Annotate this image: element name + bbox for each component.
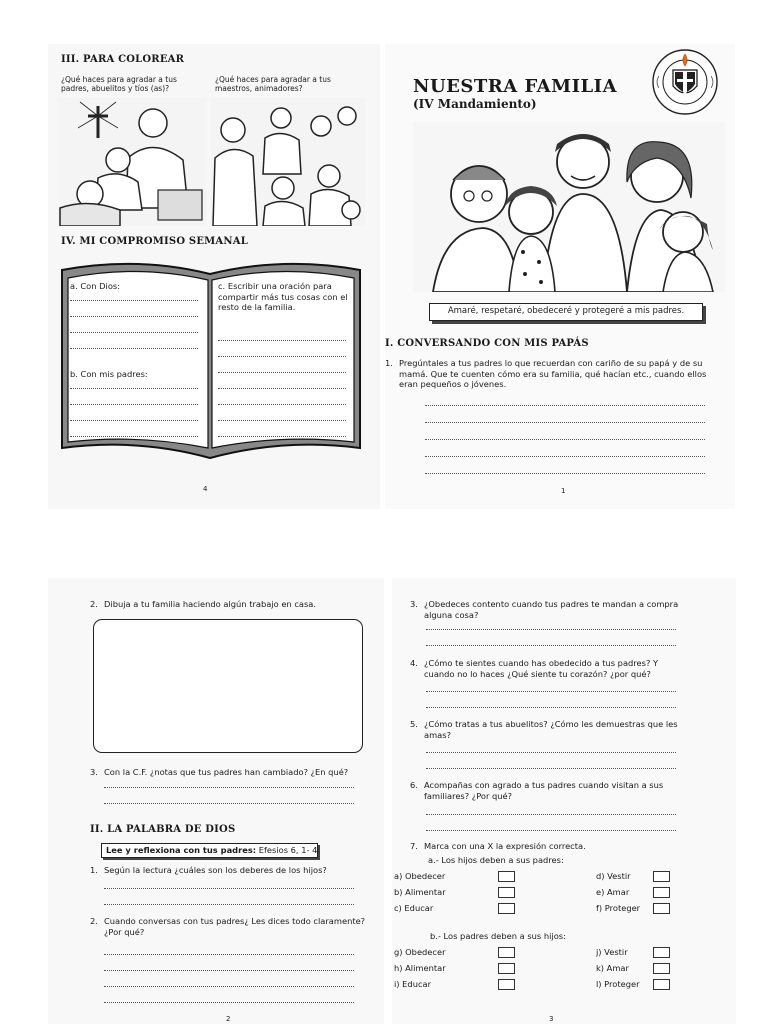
section-3-title: III. PARA COLOREAR — [61, 54, 185, 65]
option-j — [596, 947, 628, 958]
option-label: c) Educar — [394, 903, 434, 913]
commitment-prayer-label: c. Escribir una oración para compartir más tus cosas con el resto de la familia. — [218, 281, 348, 312]
option-label: h) Alimentar — [394, 963, 446, 973]
option-g — [394, 947, 446, 958]
question-number: 3. — [410, 599, 418, 609]
checkbox-amar[interactable] — [653, 963, 670, 974]
option-label: i) Educar — [394, 979, 432, 989]
word-question-2-text: Cuando conversas con tus padres¿ Les dices todo claramente? ¿Por qué? — [104, 916, 366, 937]
answer-line[interactable] — [104, 803, 354, 804]
answer-line[interactable] — [218, 404, 346, 405]
answer-line[interactable] — [426, 629, 676, 630]
option-f — [596, 903, 640, 914]
option-a — [394, 871, 445, 882]
option-l — [596, 979, 639, 990]
option-label: j) Vestir — [596, 947, 628, 957]
checkbox-alimentar[interactable] — [498, 963, 515, 974]
option-d — [596, 871, 631, 882]
page-number: 2 — [226, 1015, 231, 1023]
answer-line[interactable] — [426, 752, 676, 753]
answer-line[interactable] — [70, 300, 198, 301]
question-7-text: Marca con una X la expresión correcta. — [424, 841, 586, 851]
answer-line[interactable] — [425, 456, 705, 457]
answer-line[interactable] — [426, 768, 676, 769]
section-2-title: II. LA PALABRA DE DIOS — [90, 824, 236, 835]
answer-line[interactable] — [104, 904, 354, 905]
part-a-label: a.- Los hijos deben a sus padres: — [428, 855, 564, 865]
answer-line[interactable] — [426, 830, 676, 831]
answer-line[interactable] — [426, 707, 676, 708]
checkbox-proteger[interactable] — [653, 979, 670, 990]
coloring-caption-right: ¿Qué haces para agradar a tus maestros, animadores? — [215, 75, 331, 93]
question-1-text: Pregúntales a tus padres lo que recuerdan con cariño de su papá y de su mamá. Que te cuenten cómo era su familia, qué hacían etc., cuando ellos eran pequeños o jóvenes. — [399, 358, 707, 389]
option-h — [394, 963, 446, 974]
option-label: g) Obedecer — [394, 947, 446, 957]
answer-line[interactable] — [425, 473, 705, 474]
coloring-illustration-family-prayer — [58, 98, 206, 226]
answer-line[interactable] — [104, 787, 354, 788]
page-subtitle: (IV Mandamiento) — [413, 97, 537, 111]
coloring-caption-left: ¿Qué haces para agradar a tus padres, abuelitos y tíos (as)? — [61, 75, 177, 93]
option-label: k) Amar — [596, 963, 629, 973]
read-reflect-box — [101, 843, 321, 858]
question-3-text: Con la C.F. ¿notas que tus padres han cambiado? ¿En qué? — [104, 767, 349, 777]
question-number: 5. — [410, 719, 418, 729]
bible-reference: Efesios 6, 1- 4. — [258, 845, 321, 855]
section-4-title: IV. MI COMPROMISO SEMANAL — [61, 236, 248, 247]
option-b — [394, 887, 446, 898]
answer-line[interactable] — [425, 439, 705, 440]
option-label: l) Proteger — [596, 979, 640, 989]
option-i — [394, 979, 431, 990]
answer-line[interactable] — [426, 691, 676, 692]
checkbox-amar[interactable] — [653, 887, 670, 898]
question-number: 4. — [410, 658, 418, 668]
family-illustration — [413, 122, 725, 292]
answer-line[interactable] — [218, 372, 346, 373]
answer-line[interactable] — [70, 388, 198, 389]
checkbox-educar[interactable] — [498, 903, 515, 914]
read-reflect-instruction: Lee y reflexiona con tus padres: — [106, 845, 257, 855]
page-title: NUESTRA FAMILIA — [413, 76, 618, 97]
answer-line[interactable] — [218, 420, 346, 421]
answer-line[interactable] — [425, 422, 705, 423]
answer-line[interactable] — [70, 404, 198, 405]
page-number: 4 — [203, 485, 208, 493]
question-number: 7. — [410, 841, 418, 851]
option-label: a) Obedecer — [394, 871, 446, 881]
option-c — [394, 903, 433, 914]
question-number: 3. — [90, 767, 98, 777]
checkbox-vestir[interactable] — [653, 871, 670, 882]
checkbox-alimentar[interactable] — [498, 887, 515, 898]
question-3-text: ¿Obedeces contento cuando tus padres te mandan a compra alguna cosa? — [424, 599, 679, 620]
motto-box: Amaré, respetaré, obedeceré y protegeré a mis padres. — [429, 303, 703, 321]
answer-line[interactable] — [104, 1002, 354, 1003]
answer-line[interactable] — [70, 348, 198, 349]
coloring-illustration-class — [211, 98, 365, 226]
answer-line[interactable] — [218, 340, 346, 341]
word-question-1-text: Según la lectura ¿cuáles son los deberes de los hijos? — [104, 865, 327, 875]
answer-line[interactable] — [218, 436, 346, 437]
page-4 — [48, 44, 380, 509]
question-number: 1. — [385, 358, 393, 368]
option-label: f) Proteger — [596, 903, 641, 913]
checkbox-vestir[interactable] — [653, 947, 670, 958]
section-1-title: I. CONVERSANDO CON MIS PAPÁS — [385, 338, 589, 349]
option-label: d) Vestir — [596, 871, 631, 881]
page-number: 3 — [549, 1015, 554, 1023]
page-2 — [48, 578, 384, 1024]
school-seal-logo — [651, 48, 719, 116]
answer-line[interactable] — [104, 954, 354, 955]
question-number: 1. — [90, 865, 98, 875]
option-label: e) Amar — [596, 887, 630, 897]
answer-line[interactable] — [104, 970, 354, 971]
part-b-label: b.- Los padres deben a sus hijos: — [430, 931, 566, 941]
answer-line[interactable] — [426, 645, 676, 646]
drawing-box[interactable] — [93, 619, 363, 753]
option-k — [596, 963, 629, 974]
answer-line[interactable] — [104, 986, 354, 987]
commitment-god-label: a. Con Dios: — [70, 281, 121, 291]
page-number: 1 — [561, 487, 566, 495]
checkbox-obedecer[interactable] — [498, 947, 515, 958]
question-2-text: Dibuja a tu familia haciendo algún trabajo en casa. — [104, 599, 317, 609]
option-label: b) Alimentar — [394, 887, 446, 897]
page-3 — [392, 578, 736, 1024]
answer-line[interactable] — [104, 888, 354, 889]
commitment-parents-label: b. Con mis padres: — [70, 369, 148, 379]
question-number: 6. — [410, 780, 418, 790]
answer-line[interactable] — [70, 436, 198, 437]
question-number: 2. — [90, 916, 98, 926]
question-6-text: Acompañas con agrado a tus padres cuando visitan a sus familiares? ¿Por qué? — [424, 780, 664, 801]
checkbox-proteger[interactable] — [653, 903, 670, 914]
answer-line[interactable] — [70, 332, 198, 333]
question-5-text: ¿Cómo tratas a tus abuelitos? ¿Cómo les demuestras que les amas? — [424, 719, 678, 740]
answer-line[interactable] — [425, 405, 705, 406]
answer-line[interactable] — [70, 316, 198, 317]
checkbox-educar[interactable] — [498, 979, 515, 990]
answer-line[interactable] — [426, 814, 676, 815]
question-4-text: ¿Cómo te sientes cuando has obedecido a tus padres? Y cuando no lo haces ¿Qué siente tu corazón? ¿por qué? — [424, 658, 659, 679]
checkbox-obedecer[interactable] — [498, 871, 515, 882]
answer-line[interactable] — [70, 420, 198, 421]
answer-line[interactable] — [218, 356, 346, 357]
answer-line[interactable] — [218, 388, 346, 389]
page-1 — [385, 44, 735, 509]
option-e — [596, 887, 629, 898]
question-number: 2. — [90, 599, 98, 609]
